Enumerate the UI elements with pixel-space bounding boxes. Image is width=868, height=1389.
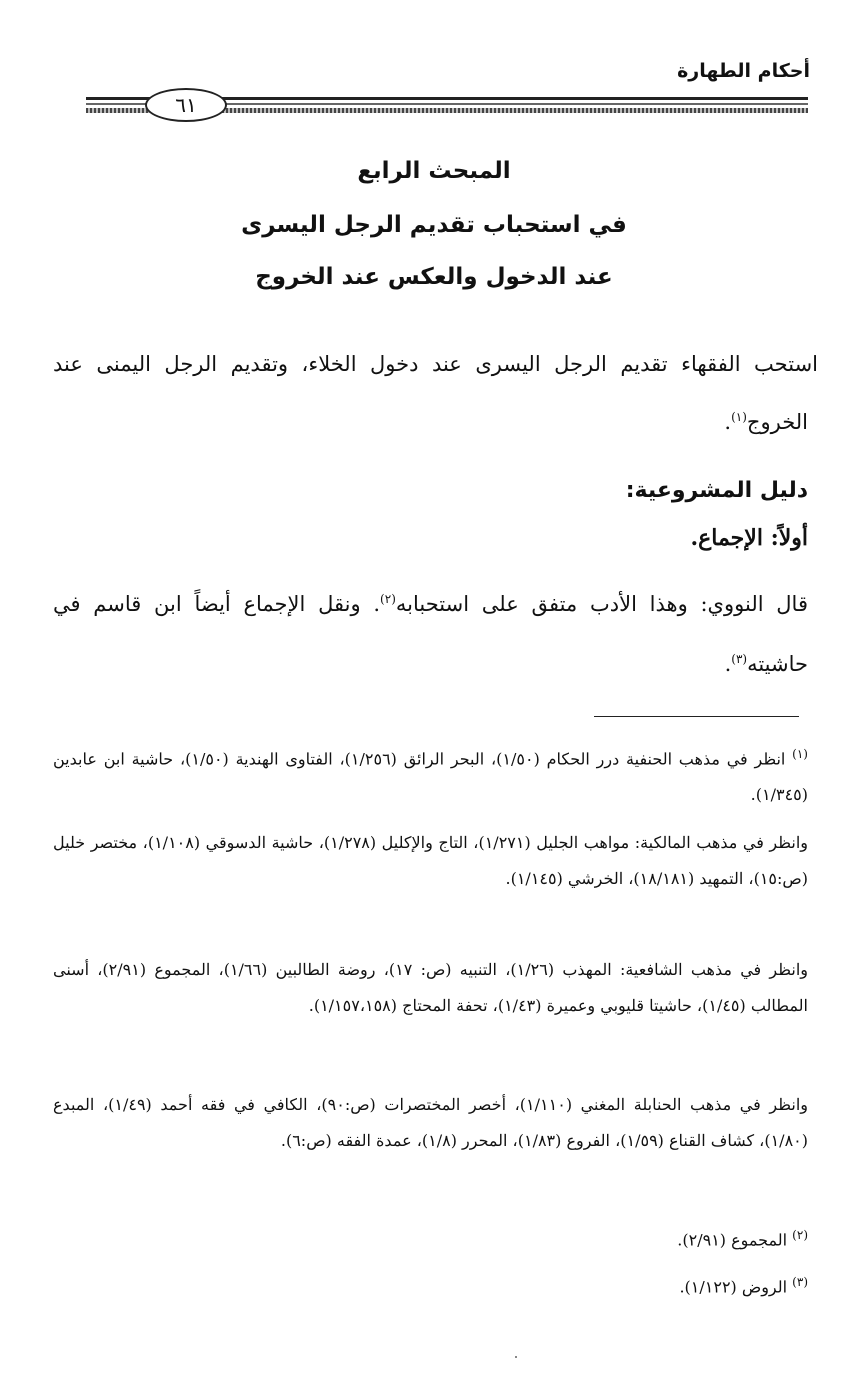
page-number-badge [145,88,227,122]
footnote-ref-1: (١) [731,410,747,424]
chapter-subtitle-1: في استحباب تقديم الرجل اليسرى [241,212,627,238]
paragraph-1 [53,338,818,449]
paragraph-1-text: استحب الفقهاء تقديم الرجل اليسرى عند دخول الخلاء، وتقديم الرجل اليمنى عند الخروج [53,352,818,434]
footnote-1-hanbali: وانظر في مذهب الحنابلة المغني (١/١١٠)، أخصر المختصرات (ص:٩٠)، الكافي في فقه أحمد (١/٤٩)، المبدع (١/٨٠)، كشاف القناع (١/٥٩)، الفروع (١/٨٣)، المحرر (١/٨)، عمدة الفقه (ص:٦). [53,1095,808,1150]
footnote-2-text: المجموع (٢/٩١). [677,1230,788,1250]
footnote-marker-1: (١) [792,747,808,761]
paragraph-2-text-a: قال النووي: وهذا الأدب متفق على استحبابه [395,592,808,616]
running-title: أحكام الطهارة [677,60,810,82]
chapter-subtitle-2: عند الدخول والعكس عند الخروج [255,264,613,290]
footnote-3-text: الروض (١/١٢٢). [679,1277,788,1297]
paragraph-1-end: . [724,410,732,434]
scan-speck [515,1356,517,1358]
footnote-2 [558,1217,808,1258]
footnote-marker-3: (٣) [792,1275,808,1289]
footnote-separator [594,716,799,717]
chapter-title: المبحث الرابع [357,158,511,184]
footnote-1-shafii: وانظر في مذهب الشافعية: المهذب (١/٢٦)، التنبيه (ص: ١٧)، روضة الطالبين (١/٦٦)، المجموع (٢/٩١)، أسنى المطالب (١/٤٥)، حاشيتا قليوبي وعميرة (١/٤٣)، تحفة المحتاج (١/١٥٧،١٥٨). [53,960,808,1015]
footnote-ref-2: (٢) [380,592,396,606]
page-number: ٦١ [175,93,197,117]
sub-heading: أولاً: الإجماع. [690,525,808,551]
footnote-1 [53,736,808,813]
footnote-marker-2: (٢) [792,1228,808,1242]
paragraph-2 [53,572,808,692]
footnote-ref-3: (٣) [731,652,748,666]
section-heading: دليل المشروعية: [625,478,808,503]
paragraph-2-end: . [724,652,732,676]
footnote-1-text: انظر في مذهب الحنفية درر الحكام (١/٥٠)، البحر الرائق (١/٢٥٦)، الفتاوى الهندية (١/٥٠)، حاشية ابن عابدين (١/٣٤٥). [53,749,808,805]
paragraph-2-text-b: . ونقل الإجماع أيضاً ابن قاسم في حاشيته [53,592,808,676]
footnote-3 [558,1264,808,1305]
footnote-1-maliki: وانظر في مذهب المالكية: مواهب الجليل (١/٢٧١)، التاج والإكليل (١/٢٧٨)، حاشية الدسوقي (١/١٠٨)، مختصر خليل (ص:١٥)، التمهيد (١٨/١٨١)، الخرشي (١/١٤٥). [53,833,808,888]
